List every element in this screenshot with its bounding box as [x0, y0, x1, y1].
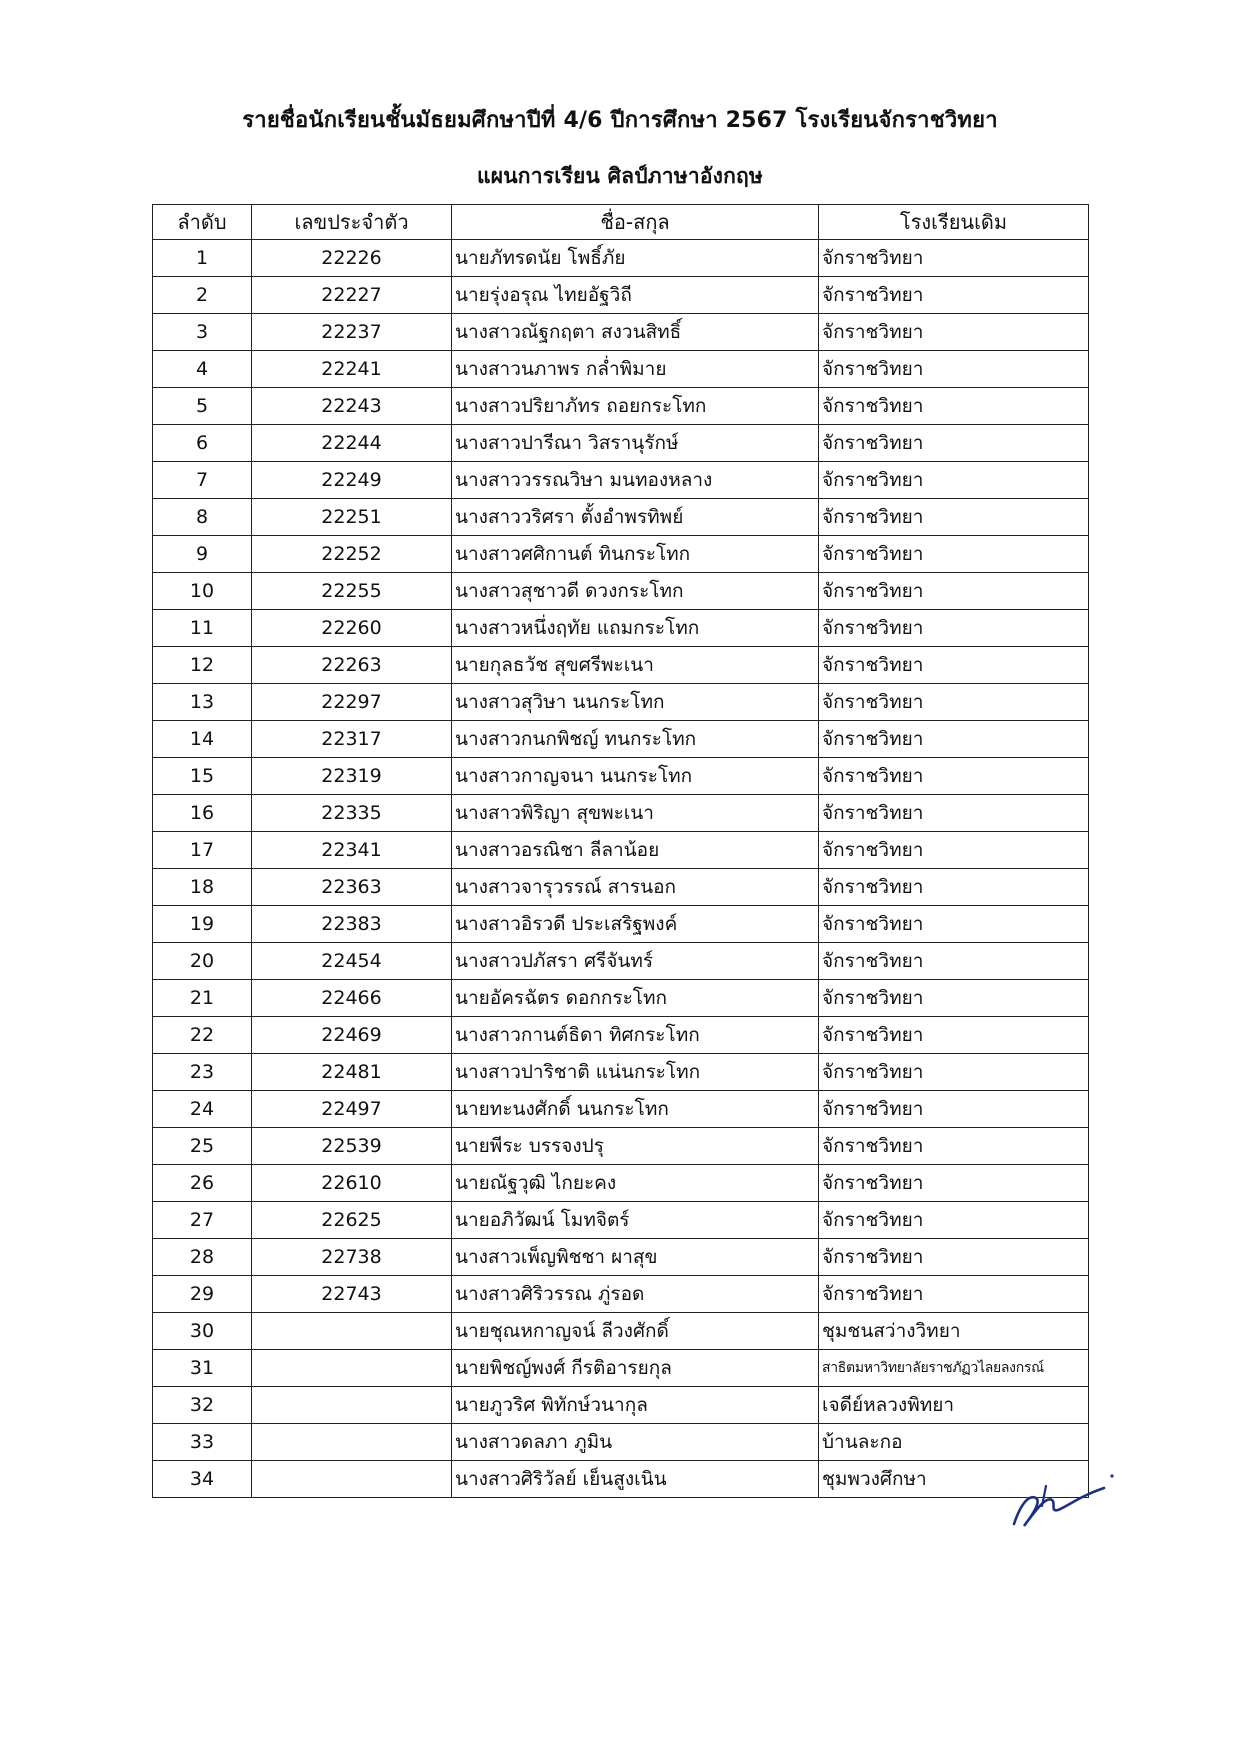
row-full-name: นายอัครฉัตร ดอกกระโทก: [452, 980, 819, 1017]
table-row: [153, 980, 1089, 1017]
row-full-name: นายณัฐวุฒิ ไกยะคง: [452, 1165, 819, 1202]
row-student-id: 22251: [252, 499, 452, 536]
row-full-name: นางสาวปภัสรา ศรีจันทร์: [452, 943, 819, 980]
row-order: 15: [153, 758, 252, 795]
row-full-name: นางสาวปริยาภัทร ถอยกระโทก: [452, 388, 819, 425]
row-order: 11: [153, 610, 252, 647]
row-student-id: [252, 1313, 452, 1350]
row-previous-school: ชุมชนสว่างวิทยา: [819, 1313, 1089, 1350]
row-previous-school: ชุมพวงศึกษา: [819, 1461, 1089, 1498]
table-row: [153, 1165, 1089, 1202]
row-full-name: นายพิชญ์พงศ์ กีรติอารยกุล: [452, 1350, 819, 1387]
row-previous-school: จักราชวิทยา: [819, 758, 1089, 795]
row-full-name: นายภัทรดนัย โพธิ์ภัย: [452, 240, 819, 277]
student-table: [152, 204, 1089, 1498]
row-full-name: นางสาวกนกพิชญ์ ทนกระโทก: [452, 721, 819, 758]
table-row: [153, 462, 1089, 499]
table-row: [153, 1424, 1089, 1461]
row-student-id: 22481: [252, 1054, 452, 1091]
row-student-id: [252, 1350, 452, 1387]
row-previous-school: จักราชวิทยา: [819, 721, 1089, 758]
row-student-id: 22363: [252, 869, 452, 906]
table-row: [153, 610, 1089, 647]
table-row: [153, 573, 1089, 610]
row-order: 24: [153, 1091, 252, 1128]
table-row: [153, 240, 1089, 277]
row-student-id: [252, 1387, 452, 1424]
row-full-name: นางสาวจารุวรรณ์ สารนอก: [452, 869, 819, 906]
table-row: [153, 351, 1089, 388]
row-previous-school: จักราชวิทยา: [819, 1165, 1089, 1202]
row-full-name: นางสาวสุวิษา นนกระโทก: [452, 684, 819, 721]
row-student-id: 22237: [252, 314, 452, 351]
table-row: [153, 314, 1089, 351]
row-student-id: 22244: [252, 425, 452, 462]
table-row: [153, 1054, 1089, 1091]
row-previous-school: จักราชวิทยา: [819, 425, 1089, 462]
row-student-id: [252, 1424, 452, 1461]
row-previous-school: จักราชวิทยา: [819, 943, 1089, 980]
row-student-id: 22319: [252, 758, 452, 795]
document-title: รายชื่อนักเรียนชั้นมัธยมศึกษาปีที่ 4/6 ปีการศึกษา 2567 โรงเรียนจักราชวิทยา: [242, 108, 998, 133]
row-student-id: 22625: [252, 1202, 452, 1239]
row-student-id: 22383: [252, 906, 452, 943]
document-subtitle: แผนการเรียน ศิลป์ภาษาอังกฤษ: [477, 164, 763, 188]
table-header-row: [153, 205, 1089, 240]
table-row: [153, 647, 1089, 684]
row-full-name: นางสาวอิรวดี ประเสริฐพงค์: [452, 906, 819, 943]
row-full-name: นางสาววริศรา ตั้งอำพรทิพย์: [452, 499, 819, 536]
table-row: [153, 1239, 1089, 1276]
row-order: 9: [153, 536, 252, 573]
row-previous-school: จักราชวิทยา: [819, 795, 1089, 832]
row-previous-school: จักราชวิทยา: [819, 980, 1089, 1017]
row-order: 27: [153, 1202, 252, 1239]
table-row: [153, 943, 1089, 980]
row-previous-school: จักราชวิทยา: [819, 906, 1089, 943]
table-row: [153, 425, 1089, 462]
table-row: [153, 1387, 1089, 1424]
row-student-id: 22252: [252, 536, 452, 573]
row-order: 4: [153, 351, 252, 388]
row-student-id: 22743: [252, 1276, 452, 1313]
row-full-name: นางสาวกานต์ธิดา ทิศกระโทก: [452, 1017, 819, 1054]
row-order: 1: [153, 240, 252, 277]
row-order: 16: [153, 795, 252, 832]
header-full-name: ชื่อ-สกุล: [452, 205, 819, 240]
row-previous-school: จักราชวิทยา: [819, 647, 1089, 684]
row-student-id: 22227: [252, 277, 452, 314]
row-order: 18: [153, 869, 252, 906]
row-previous-school: จักราชวิทยา: [819, 1128, 1089, 1165]
header-previous-school: โรงเรียนเดิม: [819, 205, 1089, 240]
table-row: [153, 1313, 1089, 1350]
row-previous-school: จักราชวิทยา: [819, 536, 1089, 573]
row-previous-school: จักราชวิทยา: [819, 1239, 1089, 1276]
row-order: 6: [153, 425, 252, 462]
row-order: 19: [153, 906, 252, 943]
row-order: 8: [153, 499, 252, 536]
row-order: 25: [153, 1128, 252, 1165]
row-student-id: 22297: [252, 684, 452, 721]
row-previous-school: บ้านละกอ: [819, 1424, 1089, 1461]
row-previous-school: เจดีย์หลวงพิทยา: [819, 1387, 1089, 1424]
table-row: [153, 832, 1089, 869]
row-order: 12: [153, 647, 252, 684]
row-full-name: นางสาวกาญจนา นนกระโทก: [452, 758, 819, 795]
row-previous-school: จักราชวิทยา: [819, 1091, 1089, 1128]
row-order: 5: [153, 388, 252, 425]
table-row: [153, 869, 1089, 906]
row-order: 22: [153, 1017, 252, 1054]
row-student-id: 22341: [252, 832, 452, 869]
row-full-name: นางสาวดลภา ภูมิน: [452, 1424, 819, 1461]
row-full-name: นายรุ่งอรุณ ไทยอัฐวิถี: [452, 277, 819, 314]
row-student-id: 22241: [252, 351, 452, 388]
row-full-name: นายชุณหกาญจน์ ลีวงศักดิ์: [452, 1313, 819, 1350]
row-full-name: นายพีระ บรรจงปรุ: [452, 1128, 819, 1165]
table-row: [153, 1350, 1089, 1387]
row-order: 32: [153, 1387, 252, 1424]
table-row: [153, 684, 1089, 721]
row-student-id: 22226: [252, 240, 452, 277]
row-full-name: นางสาวเพ็ญพิชชา ผาสุข: [452, 1239, 819, 1276]
signature-icon: [1006, 1466, 1116, 1534]
row-order: 20: [153, 943, 252, 980]
row-previous-school: จักราชวิทยา: [819, 277, 1089, 314]
row-full-name: นางสาวอรณิชา ลีลาน้อย: [452, 832, 819, 869]
row-order: 2: [153, 277, 252, 314]
row-previous-school: จักราชวิทยา: [819, 684, 1089, 721]
header-order: ลำดับ: [153, 205, 252, 240]
row-full-name: นางสาวปาริชาติ แน่นกระโทก: [452, 1054, 819, 1091]
table-row: [153, 1017, 1089, 1054]
row-student-id: 22469: [252, 1017, 452, 1054]
row-full-name: นางสาวพิริญา สุขพะเนา: [452, 795, 819, 832]
row-order: 34: [153, 1461, 252, 1498]
row-order: 28: [153, 1239, 252, 1276]
row-order: 14: [153, 721, 252, 758]
row-previous-school: จักราชวิทยา: [819, 1054, 1089, 1091]
row-previous-school: จักราชวิทยา: [819, 1276, 1089, 1313]
row-previous-school: จักราชวิทยา: [819, 351, 1089, 388]
table-row: [153, 721, 1089, 758]
table-row: [153, 1202, 1089, 1239]
row-full-name: นางสาวหนึ่งฤทัย แถมกระโทก: [452, 610, 819, 647]
row-previous-school: จักราชวิทยา: [819, 499, 1089, 536]
row-previous-school: จักราชวิทยา: [819, 869, 1089, 906]
row-full-name: นางสาวสุชาวดี ดวงกระโทก: [452, 573, 819, 610]
row-full-name: นางสาววรรณวิษา มนทองหลาง: [452, 462, 819, 499]
row-student-id: 22539: [252, 1128, 452, 1165]
row-order: 3: [153, 314, 252, 351]
table-row: [153, 536, 1089, 573]
row-order: 26: [153, 1165, 252, 1202]
row-full-name: นายอภิวัฒน์ โมทจิตร์: [452, 1202, 819, 1239]
row-student-id: [252, 1461, 452, 1498]
row-order: 23: [153, 1054, 252, 1091]
row-order: 31: [153, 1350, 252, 1387]
row-full-name: นางสาวศศิกานต์ ทินกระโทก: [452, 536, 819, 573]
row-student-id: 22260: [252, 610, 452, 647]
row-student-id: 22249: [252, 462, 452, 499]
row-order: 17: [153, 832, 252, 869]
row-order: 29: [153, 1276, 252, 1313]
table-row: [153, 388, 1089, 425]
row-student-id: 22243: [252, 388, 452, 425]
row-student-id: 22255: [252, 573, 452, 610]
row-full-name: นางสาวศิริวัลย์ เย็นสูงเนิน: [452, 1461, 819, 1498]
row-full-name: นางสาวณัฐกฤตา สงวนสิทธิ์: [452, 314, 819, 351]
row-student-id: 22317: [252, 721, 452, 758]
row-previous-school: จักราชวิทยา: [819, 462, 1089, 499]
row-student-id: 22454: [252, 943, 452, 980]
table-row: [153, 277, 1089, 314]
header-student-id: เลขประจำตัว: [252, 205, 452, 240]
table-row: [153, 1276, 1089, 1313]
row-order: 10: [153, 573, 252, 610]
row-order: 13: [153, 684, 252, 721]
table-row: [153, 906, 1089, 943]
row-full-name: นางสาวศิริวรรณ ภู่รอด: [452, 1276, 819, 1313]
row-previous-school: จักราชวิทยา: [819, 388, 1089, 425]
row-previous-school: จักราชวิทยา: [819, 1202, 1089, 1239]
row-order: 7: [153, 462, 252, 499]
table-row: [153, 758, 1089, 795]
row-previous-school: จักราชวิทยา: [819, 1017, 1089, 1054]
row-student-id: 22610: [252, 1165, 452, 1202]
row-full-name: นายทะนงศักดิ์ นนกระโทก: [452, 1091, 819, 1128]
row-full-name: นายภูวริศ พิทักษ์วนากุล: [452, 1387, 819, 1424]
row-student-id: 22335: [252, 795, 452, 832]
row-student-id: 22738: [252, 1239, 452, 1276]
row-previous-school: จักราชวิทยา: [819, 832, 1089, 869]
row-previous-school: จักราชวิทยา: [819, 610, 1089, 647]
table-row: [153, 1091, 1089, 1128]
row-previous-school: จักราชวิทยา: [819, 240, 1089, 277]
row-previous-school: จักราชวิทยา: [819, 573, 1089, 610]
row-student-id: 22466: [252, 980, 452, 1017]
table-row: [153, 795, 1089, 832]
table-row: [153, 1461, 1089, 1498]
row-full-name: นายกุลธวัช สุขศรีพะเนา: [452, 647, 819, 684]
row-previous-school: จักราชวิทยา: [819, 314, 1089, 351]
row-order: 30: [153, 1313, 252, 1350]
row-order: 33: [153, 1424, 252, 1461]
table-row: [153, 1128, 1089, 1165]
row-full-name: นางสาวปารีณา วิสรานุรักษ์: [452, 425, 819, 462]
table-row: [153, 499, 1089, 536]
row-previous-school: สาธิตมหาวิทยาลัยราชภัฏวไลยลงกรณ์: [819, 1350, 1089, 1387]
row-student-id: 22497: [252, 1091, 452, 1128]
row-order: 21: [153, 980, 252, 1017]
row-student-id: 22263: [252, 647, 452, 684]
row-full-name: นางสาวนภาพร กล่ำพิมาย: [452, 351, 819, 388]
